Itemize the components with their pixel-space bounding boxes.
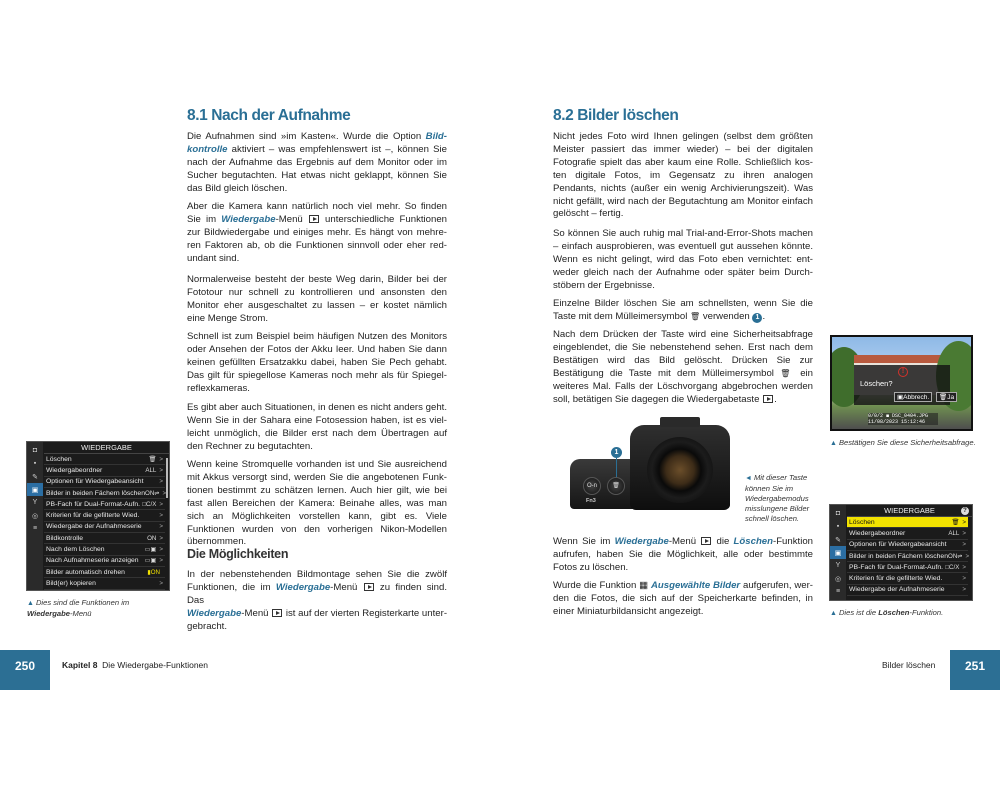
- trash-icon: 🗑: [148, 456, 157, 464]
- menu-item: [44, 488, 165, 499]
- text: die: [712, 536, 734, 547]
- menu-item: [847, 562, 968, 573]
- chevron-right-icon: >: [159, 455, 163, 463]
- camera-menu-screenshot: [829, 504, 973, 601]
- info-line: 0/0/2 ◼ DSC_0404.JPG: [868, 413, 929, 419]
- text: Die Aufnahmen sind »im Kasten«. Wurde die Option: [187, 131, 426, 142]
- menu-item: [44, 510, 165, 521]
- running-footer: Bilder löschen: [882, 660, 936, 670]
- paragraph: [187, 201, 447, 266]
- menu-item: [44, 477, 165, 488]
- text: -Funktion aufrufen, haben Sie die Möglichkeit, alle oder bestimmte Fotos zu löschen.: [553, 536, 813, 573]
- menu-item-value: ALL: [145, 466, 157, 474]
- text: In der nebenstehenden Bildmontage sehen Sie die zwölf Funktionen, die im: [187, 569, 447, 593]
- figure-caption: [27, 598, 177, 619]
- menu-item-value: ALL: [948, 529, 960, 537]
- term-wiedergabe: Wiedergabe: [221, 213, 276, 225]
- text: Wurde die Funktion: [553, 580, 640, 591]
- menu-item: [44, 522, 165, 533]
- term-wiedergabe: Wiedergabe: [187, 607, 242, 619]
- text: -Menü: [668, 536, 701, 547]
- menu-item-value: □C/X: [142, 500, 157, 508]
- section-heading-8-1: 8.1 Nach der Aufnahme: [187, 107, 351, 124]
- menu-item-label: Löschen: [46, 455, 72, 463]
- chapter-label: Kapitel 8: [62, 660, 98, 670]
- menu-item-value: ▮ON: [147, 568, 160, 576]
- playback-icon: ▣: [830, 546, 846, 559]
- camera-icon: ◘: [32, 447, 38, 454]
- menu-item-label: Löschen: [849, 518, 875, 526]
- text: Löschen: [878, 608, 910, 617]
- retouch-icon: ◎: [31, 512, 39, 520]
- menu-item-selected: [847, 517, 968, 528]
- menu-tab-sidebar: [27, 442, 43, 590]
- text: ein weiteres Mal. Falls der Löschvorgang abgebrochen werden soll, betätigen Sie dagegen die Wiedergabetaste: [553, 367, 813, 405]
- page-number-box: 251: [950, 650, 1000, 690]
- subheading: Die Möglichkeiten: [187, 547, 289, 561]
- menu-item-label: Bildkontrolle: [46, 534, 84, 542]
- text: Dies sind die Funktionen im: [35, 598, 130, 607]
- playback-icon: ▣: [27, 483, 43, 496]
- text: Nach dem Drücken der Taste wird eine Sicherheitsabfrage eingeblendet, die Sie nebenstehend sehen. Erst nach dem Bestätigen wird das Bild gelöscht. Drücken Sie zur Bestätigung die Taste mit dem Mülleimersymbol: [553, 329, 813, 379]
- playback-icon: [272, 609, 282, 617]
- camera-photo: [565, 417, 735, 522]
- paragraph: [553, 298, 813, 324]
- menu-item-value: ON⇌: [145, 489, 160, 497]
- pencil-icon: ✎: [32, 473, 38, 481]
- menu-item-label: Bilder in beiden Fächern löschen: [46, 489, 145, 497]
- menu-item: [44, 544, 165, 555]
- menu-item-label: Wiedergabe der Aufnahmeserie: [46, 523, 142, 531]
- menu-item: [44, 567, 165, 578]
- paragraph: [187, 569, 447, 634]
- text: Aber die Kamera kann natürlich noch viel mehr. So finden Sie im: [187, 201, 447, 225]
- playback-icon: [701, 537, 711, 545]
- warning-icon: !: [898, 367, 908, 377]
- menu-item: [44, 556, 165, 567]
- camera-icon: ◘: [835, 510, 841, 517]
- menu-item-label: Wiedergabe der Aufnahmeserie: [849, 586, 945, 594]
- page-number-box: 250: [0, 650, 50, 690]
- menu-item-label: Optionen für Wiedergabeansicht: [849, 541, 947, 549]
- menu-item-label: PB-Fach für Dual-Format-Aufn.: [849, 563, 944, 571]
- figure-caption: [745, 473, 815, 524]
- menu-tab-sidebar: [830, 505, 846, 600]
- menu-item-value: ON⇌: [948, 552, 963, 560]
- menu-item: [847, 585, 968, 596]
- chevron-right-icon: >: [962, 586, 966, 594]
- term-wiedergabe: Wiedergabe: [275, 581, 331, 593]
- text: aufgerufen, werden die Fotos, die sich auf der Speicherkarte befinden, in einer Miniaturbildansicht angezeigt.: [553, 580, 813, 617]
- figure-caption: [830, 608, 990, 619]
- term-bildkontrolle: Bildkontrolle: [187, 131, 447, 155]
- help-icon: ?: [961, 507, 969, 515]
- menu-item-label: PB-Fach für Dual-Format-Aufn.: [46, 500, 141, 508]
- text: aktiviert – was empfehlenswert ist –, können Sie nach der Aufnahme das Ergebnis auf dem Monitor oder im Sucher begutachten. Hat etwas nicht geklappt, können Sie das Bild gleich löschen.: [187, 143, 447, 194]
- text: Einzelne Bilder löschen Sie am schnellsten, wenn Sie die Taste mit dem Mülleimersymbol: [553, 298, 813, 322]
- menu-item-label: Bild(er) kopieren: [46, 579, 96, 587]
- retouch-icon: ◎: [834, 575, 842, 583]
- triangle-up-icon: ▲: [27, 600, 34, 607]
- menu-item-label: Kriterien für die gefilterte Wied.: [46, 512, 140, 520]
- wrench-icon: Y: [32, 499, 38, 506]
- chevron-right-icon: >: [962, 518, 966, 526]
- text: unterschiedliche Funktionen zur Bildwiedergabe und einiges mehr. Es hängt von mehreren Faktoren ab, ob die Funktionen sinnvoll oder eher redundant sind.: [187, 213, 448, 264]
- menu-item-value: ON: [147, 534, 157, 542]
- menu-item: [44, 465, 165, 476]
- mymenu-icon: ≡: [32, 525, 38, 532]
- pencil-icon: ✎: [835, 536, 841, 544]
- hot-shoe: [660, 417, 700, 427]
- mymenu-icon: ≡: [835, 588, 841, 595]
- text: -Menü: [330, 581, 363, 593]
- video-icon: ▪: [836, 523, 840, 530]
- section-heading-8-2: 8.2 Bilder löschen: [553, 107, 679, 124]
- triangle-up-icon: ▲: [830, 440, 837, 447]
- menu-item: [44, 454, 165, 465]
- trash-icon: 🗑: [951, 519, 960, 527]
- paragraph: [187, 131, 447, 196]
- text: zu finden sind. Das: [187, 581, 447, 606]
- confirm-button: 🗑Ja: [936, 392, 957, 402]
- menu-item: [44, 499, 165, 510]
- paragraph: Es gibt aber auch Situationen, in denen es nicht anders geht. Wenn Sie in der Sahara eine Fotosession haben, ist es vielleicht unmöglich, die Bilder erst nach dem Übertragen auf den Rechner zu begutachten.: [187, 402, 447, 452]
- menu-item: [847, 528, 968, 539]
- paragraph: Wenn keine Stromquelle vorhanden ist und Sie ausreichend mit Akkus versorgt sind, werden Sie die angebotenen Funktionen bestimmt zu schätzen lernen. Auch hier gilt, wie bei fast allen Bereichen der Kamera: Beinahe alles, was man sich an Möglichkeiten vorstellen kann, gibt es. Viele Funktionen wurden von den vorherigen Nikon-Modellen übernommen.: [187, 459, 447, 548]
- text: Wenn Sie im: [553, 536, 615, 547]
- scrollbar: [166, 458, 168, 498]
- paragraph: Schnell ist zum Beispiel beim häufigen Nutzen des Monitors oder Ansehen der Fotos der Akku leer. Und haben Sie dann keinen gefüllten Ersatzakku dabei, haben Sie Pech gehabt. Das gilt für spiegellose Kameras noch mehr als für Spiegelreflexkameras.: [187, 331, 447, 394]
- text: .: [762, 310, 766, 322]
- term-loeschen: Löschen: [733, 536, 773, 547]
- menu-title: WIEDERGABE: [847, 505, 972, 517]
- menu-item-label: Wiedergabeordner: [46, 466, 103, 474]
- paragraph: [553, 329, 813, 406]
- menu-item: [847, 573, 968, 584]
- paragraph: Normalerweise besteht der beste Weg darin, Bilder bei der Fototour nur schnell zu kontrollieren und ansonsten den Monitor eher ausgeschaltet zu lassen – er kostet nämlich eine Menge Strom.: [187, 274, 447, 324]
- menu-item-value: □C/X: [945, 563, 960, 571]
- image-info: [868, 413, 938, 425]
- text: -Funktion.: [909, 608, 944, 617]
- trash-button: 🗑: [607, 477, 625, 495]
- text: Wiedergabe: [27, 609, 70, 618]
- menu-item-label: Optionen für Wiedergabeansicht: [46, 478, 144, 486]
- selected-images-icon: ▦: [639, 580, 649, 591]
- chevron-right-icon: >: [962, 575, 966, 583]
- text: -Menü: [275, 213, 308, 225]
- menu-item-value: ▭▣: [144, 557, 157, 565]
- wrench-icon: Y: [835, 562, 841, 569]
- menu-item: [44, 533, 165, 544]
- menu-item-label: Nach dem Löschen: [46, 546, 105, 554]
- chevron-right-icon: >: [159, 557, 163, 565]
- text: .: [774, 393, 777, 405]
- chevron-right-icon: >: [159, 478, 163, 486]
- paragraph: Nicht jedes Foto wird Ihnen gelingen (selbst dem größten Meister passiert das immer wieder) – bei der digitalen Fotografie spielt das aber kaum eine Rolle. Schließlich kosten digitale Fotos, im Gegensatz zu ihren analogen Pendants, nichts (außer ein wenig Archivierungszeit). Was nicht gefällt, wird nach der Begutachtung am Monitor einfach gelöscht – fertig.: [553, 131, 813, 220]
- chevron-right-icon: >: [965, 552, 970, 560]
- delete-confirmation-screenshot: [830, 335, 973, 431]
- menu-item-label: Kriterien für die gefilterte Wied.: [849, 575, 943, 583]
- chevron-right-icon: >: [962, 541, 966, 549]
- menu-item: [44, 578, 165, 589]
- chevron-right-icon: >: [962, 529, 966, 537]
- running-footer: [62, 660, 208, 670]
- callout-badge: 1: [611, 447, 622, 458]
- chevron-right-icon: >: [159, 512, 163, 520]
- trash-icon: 🗑: [690, 311, 701, 321]
- text: -Menü: [69, 609, 92, 618]
- playback-icon: [763, 395, 773, 403]
- menu-item-value: ▭▣: [144, 546, 157, 554]
- menu-item-label: Bilder in beiden Fächern löschen: [849, 552, 948, 560]
- chevron-right-icon: >: [159, 579, 163, 587]
- callout-badge: 1: [752, 313, 762, 323]
- menu-item: [847, 551, 968, 562]
- text: ist auf der vierten Registerkarte untergebracht.: [187, 607, 448, 632]
- video-icon: ▪: [33, 460, 37, 467]
- dialog-question: Löschen?: [860, 379, 893, 388]
- text: Mit dieser Taste können Sie im Wiedergabemodus misslungene Bilder schnell löschen.: [745, 473, 810, 523]
- chevron-right-icon: >: [159, 546, 163, 554]
- info-line: 11/08/2023 15:12:46: [868, 419, 926, 425]
- callout-line: [616, 455, 617, 477]
- menu-title: WIEDERGABE: [44, 442, 169, 454]
- playback-icon: [364, 583, 374, 591]
- figure-caption: [830, 438, 990, 449]
- chevron-right-icon: >: [162, 489, 167, 497]
- text: verwenden: [700, 310, 753, 322]
- menu-item: [847, 540, 968, 551]
- term-wiedergabe: Wiedergabe: [614, 536, 669, 547]
- playback-icon: [309, 215, 319, 223]
- text: Dies ist die: [838, 608, 879, 617]
- cancel-button: ▣Abbrech.: [894, 392, 932, 402]
- lock-button: O-n: [583, 477, 601, 495]
- chevron-right-icon: >: [159, 466, 163, 474]
- chevron-right-icon: >: [159, 523, 163, 531]
- chevron-right-icon: >: [159, 500, 163, 508]
- chapter-title: Die Wiedergabe-Funktionen: [102, 660, 209, 670]
- paragraph: So können Sie auch ruhig mal Trial-and-Error-Shots machen – einfach ausprobieren, was eventuell gut aussehen könnte. Wenn es nicht gelingt, wird das Foto eben vernichtet: entweder gleich nach der Aufnahme oder später beim Durchstöbern der Ergebnisse.: [553, 228, 813, 291]
- triangle-left-icon: ◄: [745, 475, 752, 482]
- camera-menu-screenshot: [26, 441, 170, 591]
- chevron-right-icon: >: [962, 563, 966, 571]
- menu-item-label: Wiedergabeordner: [849, 529, 906, 537]
- chevron-right-icon: >: [159, 534, 163, 542]
- text: -Menü: [241, 607, 272, 619]
- trash-icon: 🗑: [780, 368, 794, 378]
- menu-item-label: Bilder automatisch drehen: [46, 568, 125, 576]
- term-ausgewaehlte-bilder: Ausgewählte Bilder: [651, 580, 741, 591]
- text: Bestätigen Sie diese Sicherheitsabfrage.: [838, 438, 976, 447]
- paragraph: [553, 580, 813, 619]
- eyepiece: [647, 437, 713, 503]
- paragraph: [553, 536, 813, 575]
- button-label: Fn3: [586, 498, 596, 504]
- triangle-up-icon: ▲: [830, 610, 837, 617]
- menu-item-label: Nach Aufnahmeserie anzeigen: [46, 557, 139, 565]
